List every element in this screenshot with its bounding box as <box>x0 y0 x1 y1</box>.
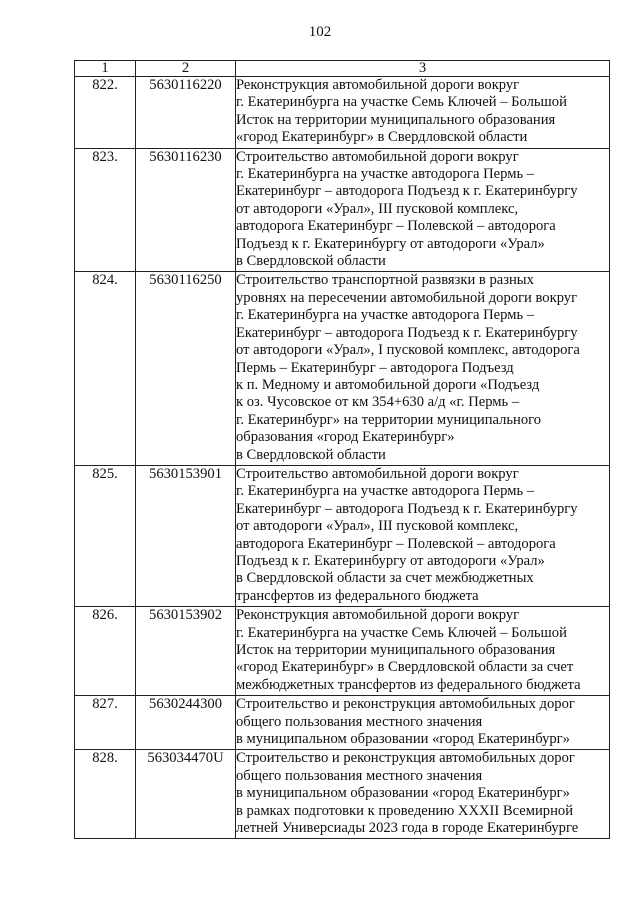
description-line: Строительство и реконструкция автомобильных дорог <box>236 696 575 713</box>
expenditure-description <box>236 148 610 272</box>
table-row <box>75 465 610 606</box>
description-line: в Свердловской области <box>236 446 386 463</box>
description-line: Екатеринбург – автодорога Подъезд к г. Екатеринбургу <box>236 500 578 517</box>
column-header-2: 2 <box>136 61 236 77</box>
description-line: летней Универсиады 2023 года в городе Екатеринбурге <box>236 820 579 837</box>
row-number: 825. <box>75 465 136 606</box>
description-line: в Свердловской области <box>236 253 386 270</box>
description-line: Екатеринбург – автодорога Подъезд к г. Екатеринбургу <box>236 324 578 341</box>
description-line: Строительство и реконструкция автомобильных дорог <box>236 750 575 767</box>
description-line: г. Екатеринбурга на участке Семь Ключей – Большой <box>236 624 567 641</box>
description-line: автодорога Екатеринбург – Полевской – автодорога <box>236 535 556 552</box>
description-line: Подъезд к г. Екатеринбургу от автодороги «Урал» <box>236 235 545 252</box>
description-line: Строительство автомобильной дороги вокруг <box>236 465 519 482</box>
column-header-1: 1 <box>75 61 136 77</box>
target-article-code: 5630116230 <box>136 148 236 272</box>
description-line: Екатеринбург – автодорога Подъезд к г. Екатеринбургу <box>236 183 578 200</box>
description-line: «город Екатеринбург» в Свердловской области <box>236 129 528 146</box>
description-line: межбюджетных трансфертов из федерального бюджета <box>236 676 581 693</box>
table-row <box>75 607 610 696</box>
target-article-code: 5630153901 <box>136 465 236 606</box>
target-article-code: 5630153902 <box>136 607 236 696</box>
description-line: Исток на территории муниципального образования <box>236 111 556 128</box>
description-line: трансфертов из федерального бюджета <box>236 587 479 604</box>
description-line: Реконструкция автомобильной дороги вокруг <box>236 607 520 624</box>
description-line: от автодороги «Урал», III пусковой комплекс, <box>236 518 519 535</box>
expenditure-description <box>236 607 610 696</box>
expenditure-description <box>236 750 610 839</box>
description-line: образования «город Екатеринбург» <box>236 429 455 446</box>
description-line: в муниципальном образовании «город Екатеринбург» <box>236 785 570 802</box>
row-number: 822. <box>75 77 136 149</box>
description-line: от автодороги «Урал», I пусковой комплекс, автодорога <box>236 342 580 359</box>
table-row <box>75 148 610 272</box>
description-line: в рамках подготовки к проведению XXXII Всемирной <box>236 802 574 819</box>
table-row <box>75 272 610 465</box>
description-line: «город Екатеринбург» в Свердловской области за счет <box>236 659 574 676</box>
description-line: г. Екатеринбурга на участке автодорога Пермь – <box>236 307 535 324</box>
row-number: 826. <box>75 607 136 696</box>
description-line: общего пользования местного значения <box>236 713 483 730</box>
row-number: 823. <box>75 148 136 272</box>
description-line: г. Екатеринбурга на участке Семь Ключей – Большой <box>236 94 567 111</box>
description-line: Строительство транспортной развязки в разных <box>236 272 534 289</box>
description-line: автодорога Екатеринбург – Полевской – автодорога <box>236 218 556 235</box>
column-header-3: 3 <box>236 61 610 77</box>
header-row <box>75 61 610 77</box>
description-line: от автодороги «Урал», III пусковой комплекс, <box>236 200 519 217</box>
table-row <box>75 750 610 839</box>
table-row <box>75 77 610 149</box>
description-line: Исток на территории муниципального образования <box>236 642 556 658</box>
description-line: в муниципальном образовании «город Екатеринбург» <box>236 731 570 748</box>
target-article-code: 5630116250 <box>136 272 236 465</box>
description-line: г. Екатеринбург» на территории муниципального <box>236 411 542 428</box>
target-article-code: 563034470U <box>136 750 236 839</box>
description-line: Пермь – Екатеринбург – автодорога Подъезд <box>236 359 514 376</box>
description-line: Подъезд к г. Екатеринбургу от автодороги «Урал» <box>236 552 545 569</box>
description-line: Строительство автомобильной дороги вокруг <box>236 148 519 165</box>
target-article-code: 5630244300 <box>136 696 236 750</box>
expenditure-description <box>236 696 610 750</box>
expenditure-description <box>236 272 610 465</box>
table-body <box>75 77 610 839</box>
description-line: в Свердловской области за счет межбюджетных <box>236 570 534 587</box>
description-line: Реконструкция автомобильной дороги вокруг <box>236 77 520 93</box>
expenditure-description <box>236 465 610 606</box>
description-line: уровнях на пересечении автомобильной дороги вокруг <box>236 289 578 306</box>
description-line: к оз. Чусовское от км 354+630 а/д «г. Пермь – <box>236 394 520 411</box>
target-article-code: 5630116220 <box>136 77 236 149</box>
row-number: 827. <box>75 696 136 750</box>
description-line: г. Екатеринбурга на участке автодорога Пермь – <box>236 166 535 183</box>
page-number: 102 <box>308 24 332 40</box>
description-line: к п. Медному и автомобильной дороги «Подъезд <box>236 376 540 393</box>
expenditure-description <box>236 77 610 149</box>
budget-table <box>74 60 610 839</box>
description-line: общего пользования местного значения <box>236 767 483 784</box>
row-number: 824. <box>75 272 136 465</box>
table-row <box>75 696 610 750</box>
description-line: г. Екатеринбурга на участке автодорога Пермь – <box>236 483 535 500</box>
row-number: 828. <box>75 750 136 839</box>
